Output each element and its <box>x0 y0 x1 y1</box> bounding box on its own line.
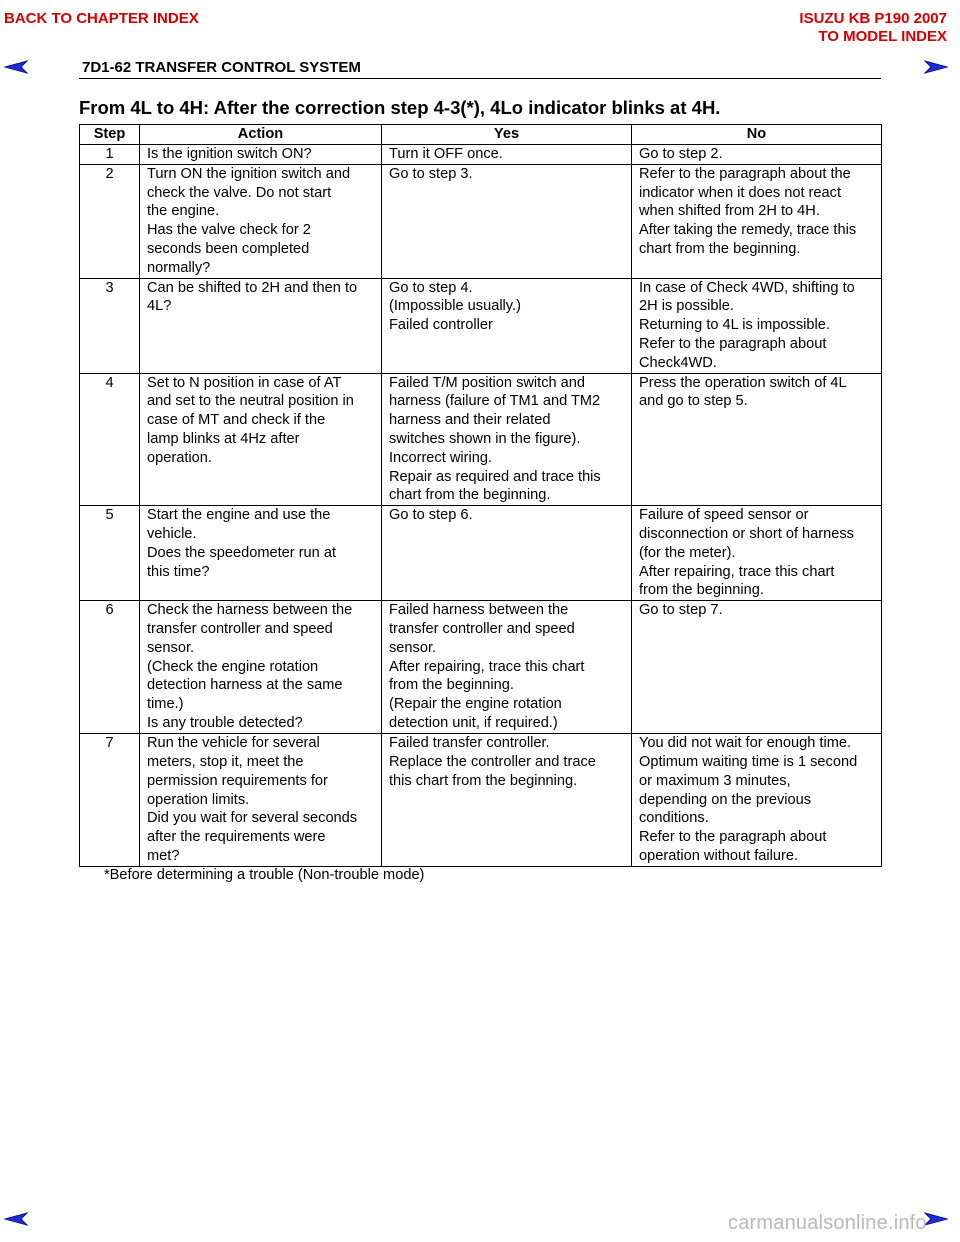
step-number: 4 <box>80 373 140 506</box>
action-cell <box>140 164 382 278</box>
action-text-line: Start the engine and use the <box>147 507 331 524</box>
yes-text-line: transfer controller and speed <box>389 620 575 637</box>
table-row <box>80 734 882 867</box>
step-number: 6 <box>80 601 140 734</box>
yes-cell <box>382 734 632 867</box>
table-row <box>80 601 882 734</box>
action-text-line: transfer controller and speed <box>147 620 333 637</box>
action-cell <box>140 734 382 867</box>
no-text-line: disconnection or short of harness <box>639 525 854 542</box>
action-text-line: operation. <box>147 449 212 466</box>
action-cell <box>140 145 382 165</box>
action-text-line: operation limits. <box>147 791 250 808</box>
no-cell <box>632 164 882 278</box>
action-text-line: normally? <box>147 259 211 276</box>
footnote: *Before determining a trouble (Non-trouble mode) <box>104 867 425 883</box>
yes-cell <box>382 506 632 601</box>
to-model-index-link[interactable]: TO MODEL INDEX <box>818 28 947 45</box>
yes-text-line: Failed T/M position switch and <box>389 374 586 391</box>
action-cell <box>140 373 382 506</box>
action-text-line: Turn ON the ignition switch and <box>147 165 351 182</box>
yes-text-line: sensor. <box>389 639 437 656</box>
action-text-line: meters, stop it, meet the <box>147 753 304 770</box>
header-rule <box>79 78 881 79</box>
yes-text-line: Repair as required and trace this <box>389 468 601 485</box>
action-text-line: Is any trouble detected? <box>147 714 303 731</box>
no-text-line: Returning to 4L is impossible. <box>639 317 830 334</box>
no-text-line: depending on the previous <box>639 791 812 808</box>
action-text-line: 4L? <box>147 298 172 315</box>
yes-text-line: Go to step 4. <box>389 279 473 296</box>
no-text-line: when shifted from 2H to 4H. <box>639 203 820 220</box>
action-text-line: after the requirements were <box>147 829 326 846</box>
yes-text-line: Incorrect wiring. <box>389 449 492 466</box>
yes-text-line: this chart from the beginning. <box>389 772 578 789</box>
no-text-line: from the beginning. <box>639 582 764 599</box>
yes-cell <box>382 373 632 506</box>
header-no: No <box>632 125 882 145</box>
action-text-line: permission requirements for <box>147 772 328 789</box>
step-number: 2 <box>80 164 140 278</box>
yes-text-line: Replace the controller and trace <box>389 753 596 770</box>
table-row <box>80 373 882 506</box>
table-row <box>80 506 882 601</box>
action-text-line: vehicle. <box>147 525 197 542</box>
yes-text-line: from the beginning. <box>389 677 514 694</box>
step-number: 7 <box>80 734 140 867</box>
action-text-line: the engine. <box>147 203 220 220</box>
table-row <box>80 278 882 373</box>
step-number: 5 <box>80 506 140 601</box>
action-text-line: met? <box>147 847 180 864</box>
yes-text-line: Go to step 3. <box>389 165 473 182</box>
no-text-line: Optimum waiting time is 1 second <box>639 753 858 770</box>
no-text-line: indicator when it does not react <box>639 184 841 201</box>
yes-cell <box>382 601 632 734</box>
back-to-chapter-index-link[interactable]: BACK TO CHAPTER INDEX <box>4 10 199 27</box>
action-text-line: and set to the neutral position in <box>147 393 354 410</box>
no-text-line: Refer to the paragraph about <box>639 829 827 846</box>
action-text-line: Has the valve check for 2 <box>147 222 311 239</box>
prev-page-arrow-icon[interactable] <box>4 1212 28 1226</box>
page-heading: From 4L to 4H: After the correction step 4-3(*), 4Lo indicator blinks at 4H. <box>79 97 721 118</box>
model-nav <box>799 10 947 46</box>
step-number: 1 <box>80 145 140 165</box>
action-text-line: Does the speedometer run at <box>147 544 337 561</box>
no-text-line: or maximum 3 minutes, <box>639 772 791 789</box>
no-cell <box>632 145 882 165</box>
no-text-line: After repairing, trace this chart <box>639 563 835 580</box>
no-text-line: Go to step 2. <box>639 146 723 162</box>
no-text-line: In case of Check 4WD, shifting to <box>639 279 855 296</box>
section-header: 7D1-62 TRANSFER CONTROL SYSTEM <box>82 59 361 76</box>
yes-text-line: Failed controller <box>389 317 493 334</box>
no-text-line: Go to step 7. <box>639 602 723 619</box>
action-cell <box>140 506 382 601</box>
action-cell <box>140 278 382 373</box>
no-text-line: conditions. <box>639 810 709 827</box>
action-text-line: Did you wait for several seconds <box>147 810 358 827</box>
table-header-row <box>80 125 882 145</box>
action-text-line: case of MT and check if the <box>147 412 326 429</box>
no-text-line: Failure of speed sensor or <box>639 507 809 524</box>
header-yes: Yes <box>382 125 632 145</box>
no-cell <box>632 601 882 734</box>
action-text-line: time.) <box>147 696 184 713</box>
no-text-line: You did not wait for enough time. <box>639 735 852 752</box>
no-text-line: chart from the beginning. <box>639 240 801 257</box>
watermark: carmanualsonline.info <box>728 1212 927 1234</box>
action-text-line: Check the harness between the <box>147 602 353 619</box>
yes-text-line: switches shown in the figure). <box>389 430 581 447</box>
model-title-link[interactable]: ISUZU KB P190 2007 <box>799 10 947 27</box>
yes-cell <box>382 278 632 373</box>
action-cell <box>140 601 382 734</box>
yes-text-line: detection unit, if required.) <box>389 714 558 731</box>
step-number: 3 <box>80 278 140 373</box>
header-step: Step <box>80 125 140 145</box>
next-page-arrow-icon[interactable] <box>924 60 948 74</box>
action-text-line: Set to N position in case of AT <box>147 374 342 391</box>
no-text-line: 2H is possible. <box>639 298 734 315</box>
no-text-line: operation without failure. <box>639 847 799 864</box>
yes-cell <box>382 145 632 165</box>
no-cell <box>632 506 882 601</box>
no-text-line: Check4WD. <box>639 354 717 371</box>
yes-text-line: harness and their related <box>389 412 551 429</box>
yes-text-line: Turn it OFF once. <box>389 146 503 162</box>
header-action: Action <box>140 125 382 145</box>
yes-text-line: (Repair the engine rotation <box>389 696 562 713</box>
no-text-line: After taking the remedy, trace this <box>639 222 857 239</box>
action-text-line: Is the ignition switch ON? <box>147 146 312 162</box>
yes-text-line: harness (failure of TM1 and TM2 <box>389 393 601 410</box>
no-cell <box>632 373 882 506</box>
yes-text-line: (Impossible usually.) <box>389 298 521 315</box>
yes-text-line: Go to step 6. <box>389 507 473 524</box>
action-text-line: seconds been completed <box>147 240 310 257</box>
action-text-line: (Check the engine rotation <box>147 658 319 675</box>
yes-text-line: Failed transfer controller. <box>389 735 550 752</box>
action-text-line: detection harness at the same <box>147 677 343 694</box>
yes-cell <box>382 164 632 278</box>
action-text-line: lamp blinks at 4Hz after <box>147 430 300 447</box>
no-text-line: Refer to the paragraph about <box>639 335 827 352</box>
action-text-line: check the valve. Do not start <box>147 184 332 201</box>
no-cell <box>632 734 882 867</box>
diagnostic-table <box>79 124 882 867</box>
yes-text-line: chart from the beginning. <box>389 487 551 504</box>
table-row <box>80 164 882 278</box>
no-text-line: (for the meter). <box>639 544 736 561</box>
yes-text-line: Failed harness between the <box>389 602 569 619</box>
action-text-line: Run the vehicle for several <box>147 735 320 752</box>
no-text-line: and go to step 5. <box>639 393 748 410</box>
table-body <box>80 145 882 867</box>
next-page-arrow-icon[interactable] <box>924 1212 948 1226</box>
no-text-line: Refer to the paragraph about the <box>639 165 851 182</box>
no-text-line: Press the operation switch of 4L <box>639 374 847 391</box>
action-text-line: sensor. <box>147 639 195 656</box>
prev-page-arrow-icon[interactable] <box>4 60 28 74</box>
no-cell <box>632 278 882 373</box>
table-row <box>80 145 882 165</box>
action-text-line: this time? <box>147 563 210 580</box>
action-text-line: Can be shifted to 2H and then to <box>147 279 358 296</box>
yes-text-line: After repairing, trace this chart <box>389 658 585 675</box>
